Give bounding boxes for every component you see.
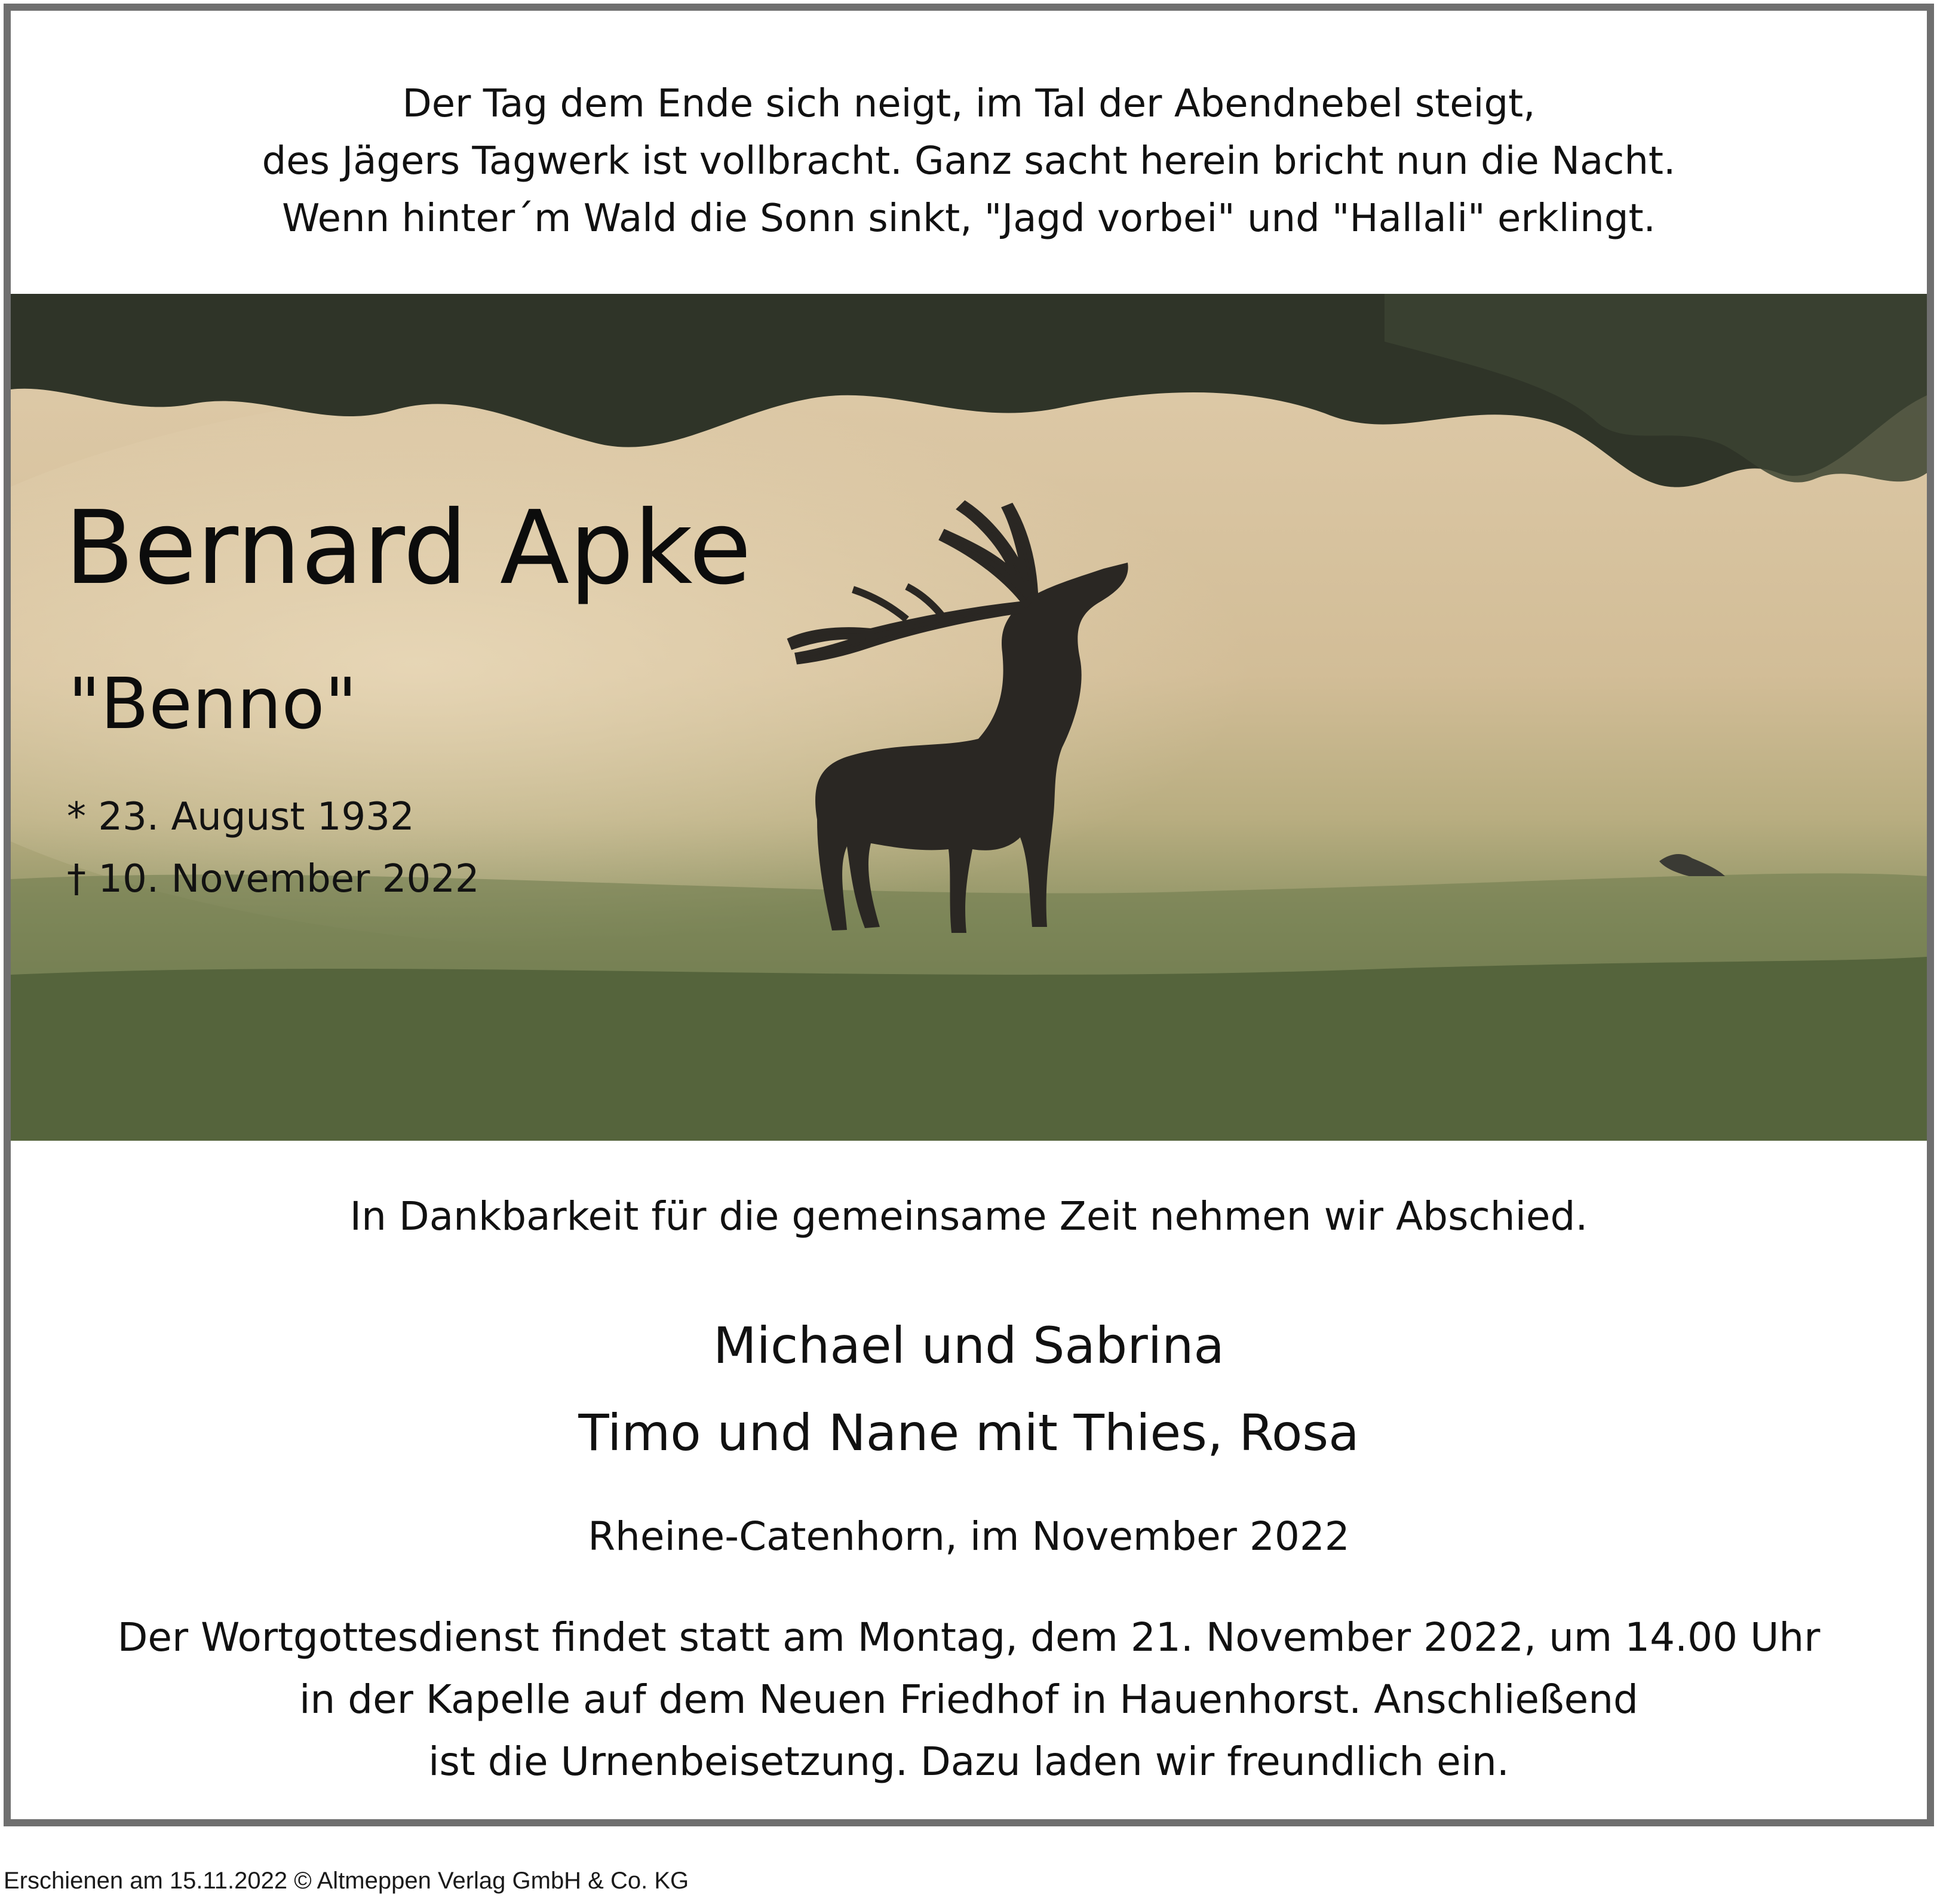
poem-line: des Jägers Tagwerk ist vollbracht. Ganz sacht herein bricht nun die Nacht.	[262, 139, 1676, 183]
publication-footer: Erschienen am 15.11.2022 © Altmeppen Verlag GmbH & Co. KG	[4, 1868, 689, 1894]
place-date: Rheine-Catenhorn, im November 2022	[588, 1513, 1350, 1559]
deceased-nickname: "Benno"	[68, 662, 357, 745]
thanks-line: In Dankbarkeit für die gemeinsame Zeit nehmen wir Abschied.	[349, 1193, 1588, 1239]
service-line: Der Wortgottesdienst findet statt am Montag, dem 21. November 2022, um 14.00 Uhr	[117, 1614, 1821, 1660]
signer-line: Timo und Nane mit Thies, Rosa	[578, 1404, 1359, 1462]
poem-line: Der Tag dem Ende sich neigt, im Tal der Abendnebel steigt,	[402, 82, 1536, 126]
life-dates	[67, 786, 480, 910]
service-line: ist die Urnenbeisetzung. Dazu laden wir freundlich ein.	[428, 1739, 1509, 1785]
birth-date: * 23. August 1932	[67, 795, 415, 839]
poem-line: Wenn hinter´m Wald die Sonn sinkt, "Jagd vorbei" und "Hallali" erklingt.	[282, 196, 1656, 241]
signer-line: Michael und Sabrina	[713, 1316, 1224, 1375]
deceased-name: Bernard Apke	[65, 489, 752, 607]
service-info	[11, 1607, 1927, 1793]
poem	[11, 75, 1927, 247]
obituary-frame	[4, 4, 1934, 1826]
signers	[11, 1302, 1927, 1476]
service-line: in der Kapelle auf dem Neuen Friedhof in Hauenhorst. Anschließend	[299, 1676, 1638, 1722]
death-date: † 10. November 2022	[67, 857, 480, 901]
